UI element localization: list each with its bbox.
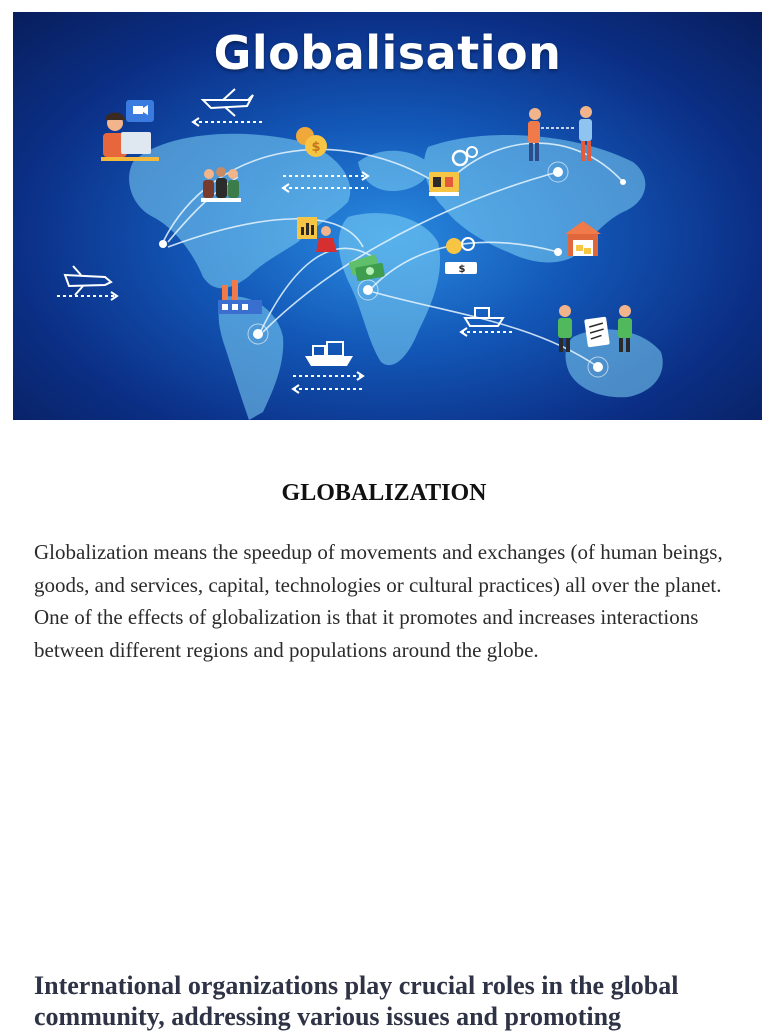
crowd-people-icon [201, 167, 241, 202]
svg-text:$: $ [311, 140, 321, 155]
hero-banner [13, 12, 762, 420]
video-call-worker-icon [101, 100, 159, 161]
body-paragraph: Globalization means the speedup of movements and exchanges (of human beings, goods, and services, capital, technologies or cultural practices) all over the planet. One of the effects of globalization is that it promotes and increases interactions between different regions and populations around the globe. [34, 540, 723, 662]
lead-paragraph: International organizations play crucial roles in the global community, addressing various issues and promoting [34, 971, 679, 1031]
banner-title: Globalisation [213, 26, 562, 80]
small-ship-icon [461, 308, 515, 336]
cargo-ship-icon [293, 342, 363, 393]
svg-text:$: $ [458, 264, 466, 275]
airplane-icon [193, 89, 263, 126]
airplane-left-icon [57, 266, 117, 300]
section-heading: GLOBALIZATION [281, 480, 487, 506]
people-document-icon [558, 305, 632, 352]
